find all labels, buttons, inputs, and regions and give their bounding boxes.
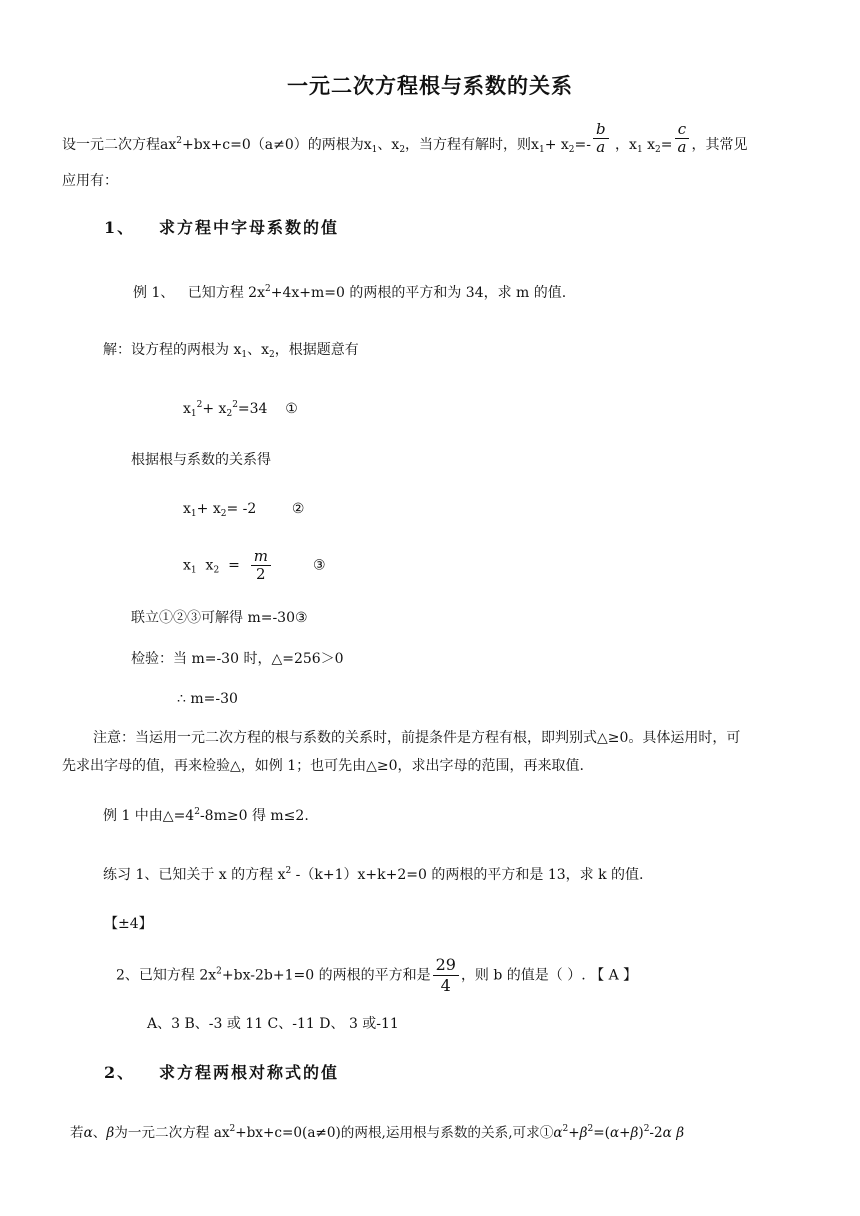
section-2-line: 若α、β为一元二次方程 $ax^2+bx+c=0(a\ne 0)$的两根,运用根与系数的关系,可求$①\alpha^2+\beta^2=(\alpha+\beta)^2-2\alpha$ β xyxy=(70,1124,685,1141)
example-1: 例 1、 已知方程 $2x^2+4x+m=0$ 的两根的平方和为 34，求 m 的值. xyxy=(133,284,567,301)
section-2-heading: 2、 求方程两根对称式的值 xyxy=(104,1063,340,1082)
fraction-m-over-2: $\frac{m}{2}$ xyxy=(251,548,271,583)
fraction-29-over-4: $\frac{29}{4}$ xyxy=(433,955,459,996)
equation-2: $x_1+ x_2= -2$ ② xyxy=(183,501,305,519)
example1-note: 例 1 中由$\triangle=4^2-8m\ge 0$ 得 m≤2. xyxy=(103,807,309,824)
practice-2-choices: A、3 B、-3 或 11 C、-11 D、 3 或-11 xyxy=(147,1016,399,1032)
check-line: 检验：当 m=-30 时，△=256＞0 xyxy=(131,651,344,667)
practice-1-answer: 【±4】 xyxy=(104,916,153,932)
note-line1: 注意：当运用一元二次方程的根与系数的关系时，前提条件是方程有根，即判别式△≥0。具体运用时，可 xyxy=(93,730,741,746)
therefore-line: ∴ m=-30 xyxy=(177,691,238,707)
solution-line: 解：设方程的两根为 $x_1$、$x_2$，根据题意有 xyxy=(103,342,359,360)
intro-line1: 设一元二次方程$ax^2+bx+c=0(a\ne 0)$的两根为$x_1$、$x_2$，当方程有解时，则$x_1+ x_2=-$ $\frac{b}{a}$ ，$x_1$ $x_2=$ $\frac{c}{a}$ ，其常见 xyxy=(62,119,748,156)
combine-line: 联立①②③可解得 m=-30③ xyxy=(131,610,308,626)
practice-2: 2、已知方程 $2x^2+bx-2b+1=0$ 的两根的平方和是 $\frac{29}{4}$ ，则 b 的值是（ ）. 【 A 】 xyxy=(116,955,638,995)
section-1-heading: 1、 求方程中字母系数的值 xyxy=(104,218,340,237)
fraction-b-over-a: $\frac{b}{a}$ xyxy=(593,121,609,156)
practice-1: 练习 1、已知关于 x 的方程 $x^2$ -（k+1）x+k+2=0 的两根的平方和是 13，求 k 的值. xyxy=(103,866,644,883)
intro-line2: 应用有： xyxy=(62,173,118,189)
equation-3: $x_1$ $x_2$ = $\frac{m}{2}$ ③ xyxy=(183,547,326,583)
fraction-c-over-a: $\frac{c}{a}$ xyxy=(675,121,690,156)
relation-line: 根据根与系数的关系得 xyxy=(131,452,271,468)
page-title: 一元二次方程根与系数的关系 xyxy=(287,73,573,98)
equation-1: $x_1^2+ x_2^2=34$ ① xyxy=(183,400,298,419)
note-line2: 先求出字母的值，再来检验△，如例 1；也可先由△≥0，求出字母的范围，再来取值. xyxy=(62,758,584,774)
